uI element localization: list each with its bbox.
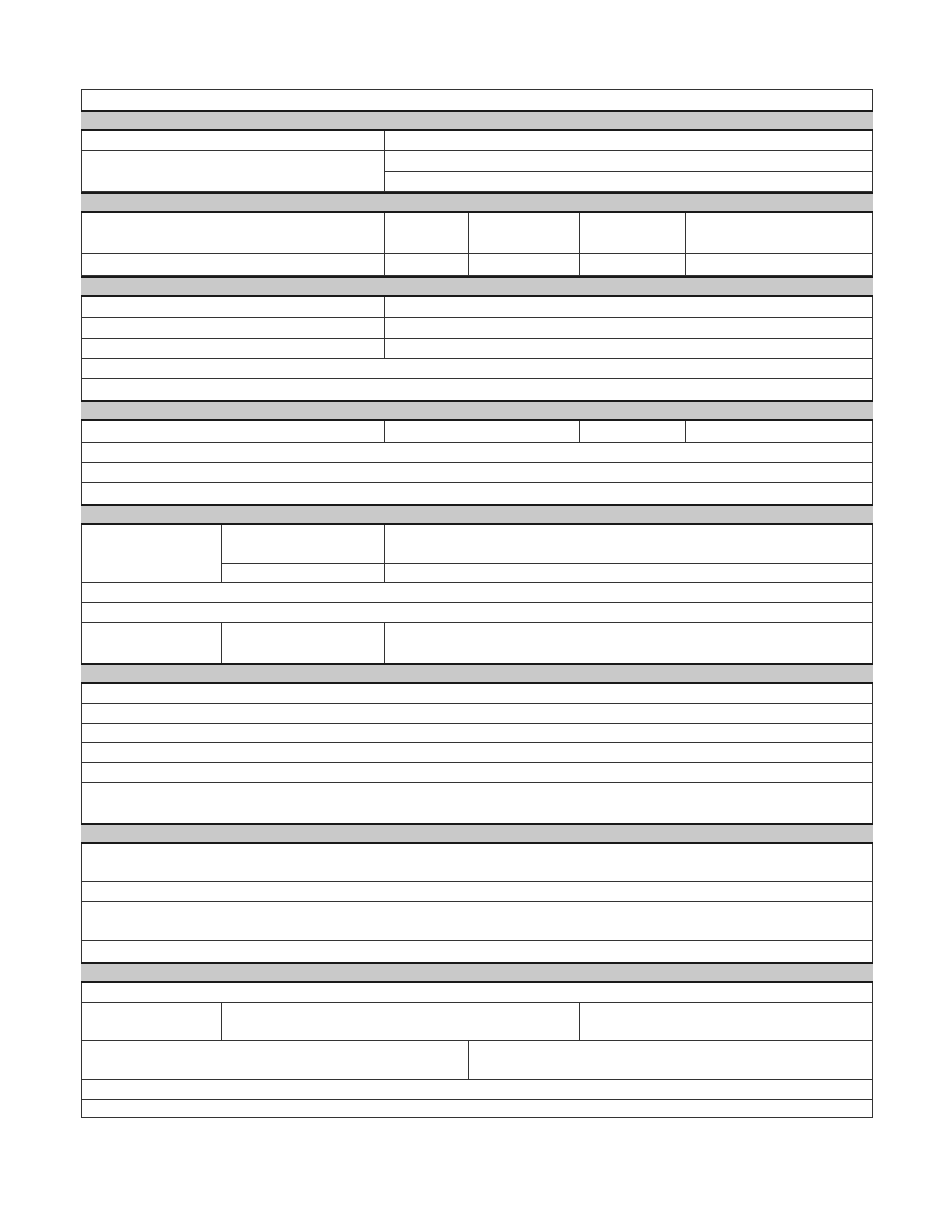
- section5-block4-col-3[interactable]: [384, 623, 873, 663]
- section5-block1-col-2[interactable]: [221, 525, 384, 582]
- section5-row-2[interactable]: [81, 583, 873, 603]
- section7-row-4[interactable]: [81, 941, 873, 962]
- section3-row-5[interactable]: [81, 379, 873, 400]
- section1-row-1[interactable]: [81, 131, 873, 151]
- section1-inner-divider: [384, 171, 873, 172]
- section-header-1: [81, 110, 873, 131]
- section2-col-5: [685, 213, 873, 253]
- section3-row-1[interactable]: [81, 297, 873, 318]
- section2-data-col-3[interactable]: [468, 254, 579, 275]
- section8-row2-col-3[interactable]: [579, 1003, 873, 1040]
- section8-row-5[interactable]: [81, 1100, 873, 1118]
- section2-data-col-2[interactable]: [384, 254, 468, 275]
- section2-header-cells: [81, 213, 873, 254]
- section5-block1-col-3[interactable]: [384, 525, 873, 582]
- section-header-2: [81, 192, 873, 213]
- section-header-4: [81, 400, 873, 421]
- section8-row-1[interactable]: [81, 983, 873, 1003]
- section2-col-2: [384, 213, 468, 253]
- section1-row1-value[interactable]: [384, 131, 873, 150]
- section4-row1-col-3[interactable]: [579, 421, 685, 442]
- section6-row-4[interactable]: [81, 743, 873, 763]
- section-header-8: [81, 962, 873, 983]
- section7-row-1[interactable]: [81, 844, 873, 882]
- section4-row1-col-4[interactable]: [685, 421, 873, 442]
- section8-row3-col-2[interactable]: [468, 1041, 873, 1079]
- section4-row-3[interactable]: [81, 463, 873, 483]
- section7-row-2[interactable]: [81, 882, 873, 902]
- section8-row-4[interactable]: [81, 1080, 873, 1100]
- section4-row-2[interactable]: [81, 443, 873, 463]
- section5-block-4[interactable]: [81, 623, 873, 663]
- section7-row-3[interactable]: [81, 902, 873, 941]
- section5-block-1[interactable]: [81, 525, 873, 583]
- section2-col-3: [468, 213, 579, 253]
- section8-row-3[interactable]: [81, 1041, 873, 1080]
- section8-row2-col-2[interactable]: [221, 1003, 579, 1040]
- section4-row-4[interactable]: [81, 483, 873, 504]
- section2-data-row[interactable]: [81, 254, 873, 276]
- section5-row-3[interactable]: [81, 603, 873, 623]
- section6-row-2[interactable]: [81, 704, 873, 724]
- section3-row-2[interactable]: [81, 318, 873, 339]
- section3-row1-value[interactable]: [384, 297, 873, 317]
- section-header-7: [81, 823, 873, 844]
- section-header-6: [81, 663, 873, 684]
- section4-row1-col-2[interactable]: [384, 421, 579, 442]
- section3-row-4[interactable]: [81, 359, 873, 379]
- section2-data-col-5[interactable]: [685, 254, 873, 275]
- form-title-row: [81, 89, 873, 110]
- section2-col-4: [579, 213, 685, 253]
- section-header-5: [81, 504, 873, 525]
- section3-row3-value[interactable]: [384, 339, 873, 358]
- section3-row-3[interactable]: [81, 339, 873, 359]
- section4-row-1[interactable]: [81, 421, 873, 443]
- section2-data-col-4[interactable]: [579, 254, 685, 275]
- section3-row2-value[interactable]: [384, 318, 873, 338]
- section5-inner-divider: [221, 563, 873, 564]
- section-header-3: [81, 276, 873, 297]
- section6-row-5[interactable]: [81, 763, 873, 783]
- section6-row-1[interactable]: [81, 684, 873, 704]
- section6-row-6[interactable]: [81, 783, 873, 823]
- section8-row-2[interactable]: [81, 1003, 873, 1041]
- section5-block4-col-2[interactable]: [221, 623, 384, 663]
- section6-row-3[interactable]: [81, 724, 873, 743]
